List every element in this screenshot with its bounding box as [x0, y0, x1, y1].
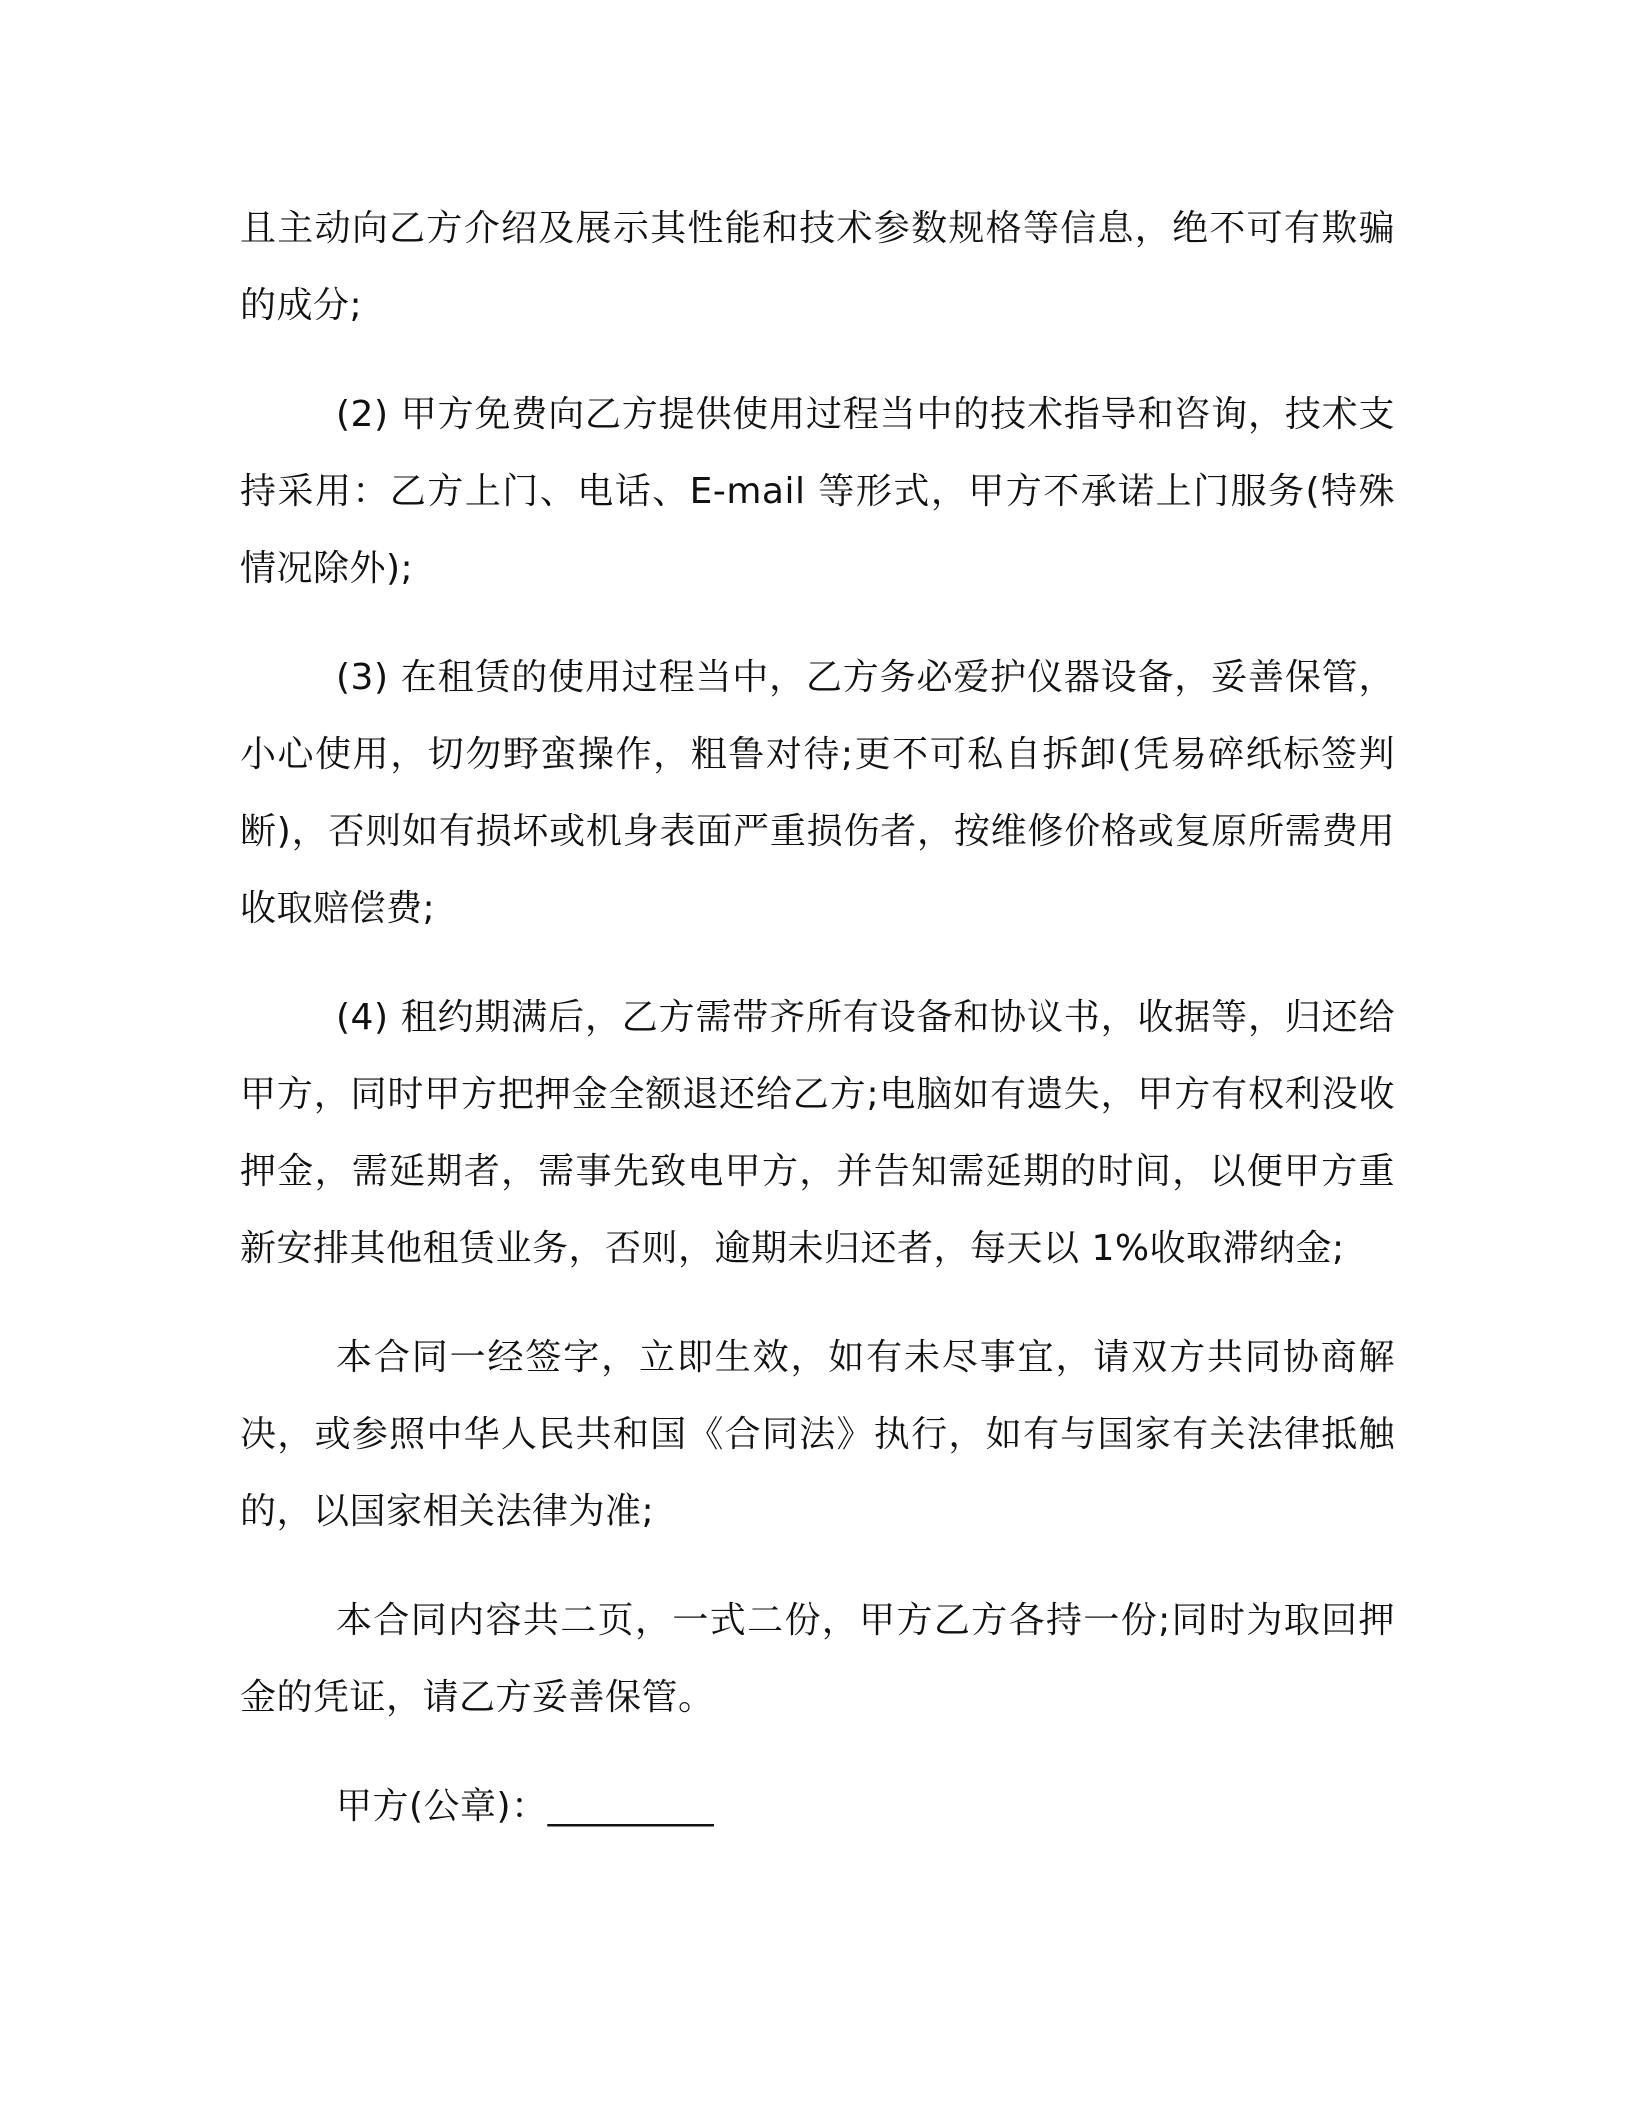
paragraph-clause-2: (2) 甲方免费向乙方提供使用过程当中的技术指导和咨询，技术支持采用：乙方上门、电话、E-mail 等形式，甲方不承诺上门服务(特殊情况除外); [240, 394, 1395, 589]
paragraph-continuation: 且主动向乙方介绍及展示其性能和技术参数规格等信息，绝不可有欺骗的成分; [240, 208, 1395, 326]
signature-line-party-a: 甲方(公章)：_________ [336, 1786, 715, 1827]
paragraph-clause-4: (4) 租约期满后，乙方需带齐所有设备和协议书，收据等，归还给甲方，同时甲方把押金全额退还给乙方;电脑如有遗失，甲方有权利没收押金，需延期者，需事先致电甲方，并告知需延期的时间，以便甲方重新安排其他租赁业务，否则，逾期未归还者，每天以 1%收取滞纳金; [240, 997, 1395, 1269]
document-body [240, 190, 1395, 1845]
paragraph-clause-3: (3) 在租赁的使用过程当中，乙方务必爱护仪器设备，妥善保管，小心使用，切勿野蛮操作，粗鲁对待;更不可私自拆卸(凭易碎纸标签判断)，否则如有损坏或机身表面严重损伤者，按维修价格或复原所需费用收取赔偿费; [240, 657, 1395, 929]
paragraph-copies: 本合同内容共二页，一式二份，甲方乙方各持一份;同时为取回押金的凭证，请乙方妥善保管。 [240, 1600, 1395, 1718]
paragraph-effectiveness: 本合同一经签字，立即生效，如有未尽事宜，请双方共同协商解决，或参照中华人民共和国《合同法》执行，如有与国家有关法律抵触的，以国家相关法律为准; [240, 1337, 1395, 1532]
